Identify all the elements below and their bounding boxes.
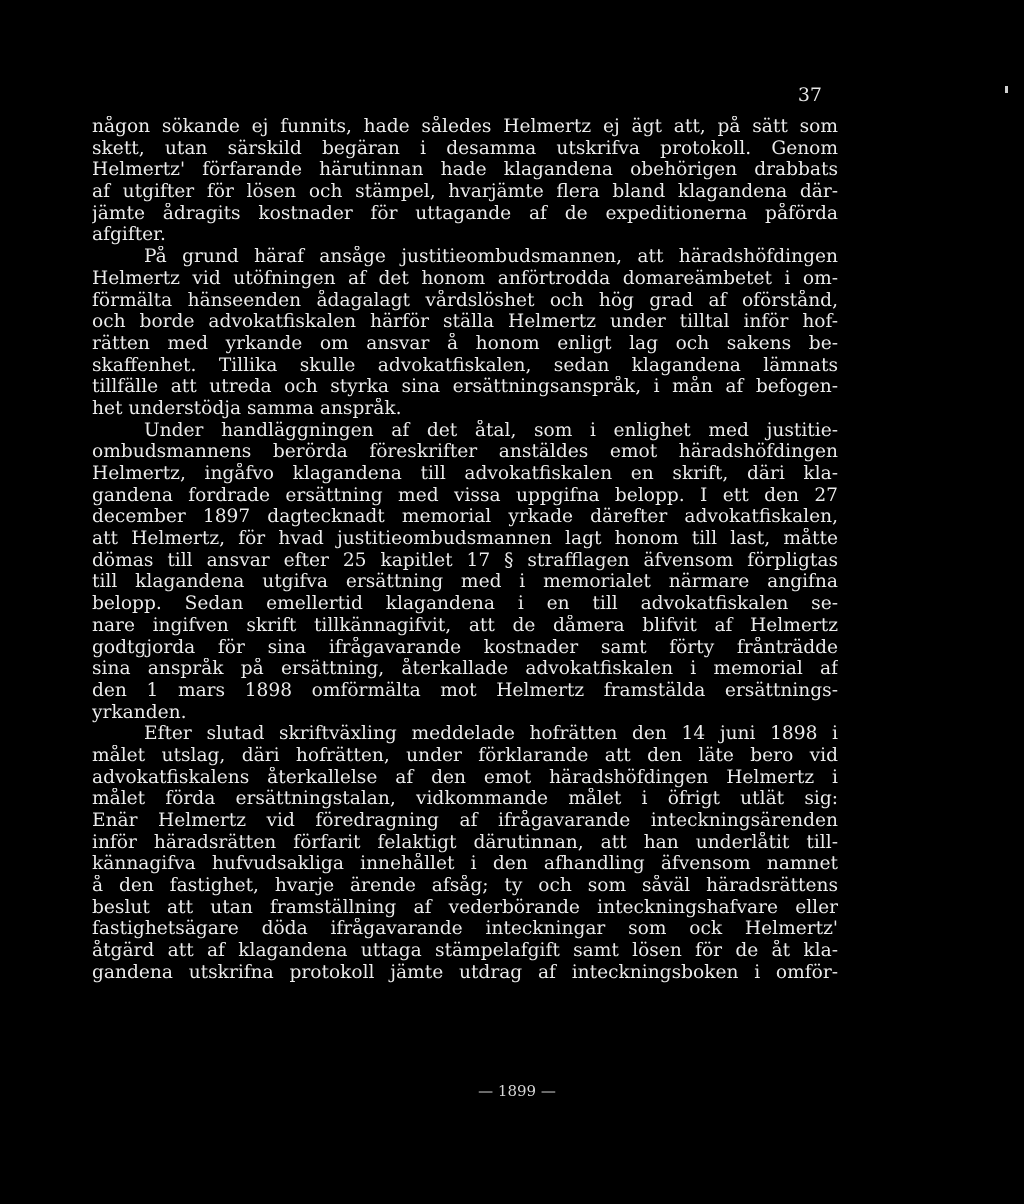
text-line: gandena utskrifna protokoll jämte utdrag af inteckningsboken i omför- xyxy=(92,961,838,983)
text-line: godtgjorda för sina ifrågavarande kostnader samt förty frånträdde xyxy=(92,636,838,658)
text-line: rätten med yrkande om ansvar å honom enligt lag och sakens be- xyxy=(92,332,838,354)
text-line: Efter slutad skriftväxling meddelade hofrätten den 14 juni 1898 i xyxy=(144,723,838,745)
text-line: den 1 mars 1898 omförmälta mot Helmertz framstälda ersättnings- xyxy=(92,679,838,701)
text-line: skaffenhet. Tillika skulle advokatfiskalen, sedan klagandena lämnats xyxy=(92,354,838,376)
text-line: fastighetsägare döda ifrågavarande inteckningar som ock Helmertz' xyxy=(92,918,838,940)
text-line: gandena fordrade ersättning med vissa uppgifna belopp. I ett den 27 xyxy=(92,484,838,506)
text-line: förmälta hänseenden ådagalagt vårdslöshet och hög grad af oförstånd, xyxy=(92,289,838,311)
page-footer: — 1899 — xyxy=(478,1082,556,1100)
page-number: 37 xyxy=(797,84,822,106)
text-line: Helmertz vid utöfningen af det honom anförtrodda domareämbetet i om- xyxy=(92,267,838,289)
text-line: målet utslag, däri hofrätten, under förklarande att den läte bero vid xyxy=(92,744,838,766)
text-line: nare ingifven skrift tillkännagifvit, att de dåmera blifvit af Helmertz xyxy=(92,614,838,636)
text-line: yrkanden. xyxy=(92,701,187,723)
text-line: kännagifva hufvudsakliga innehållet i den afhandling äfvensom namnet xyxy=(92,853,838,875)
text-line: belopp. Sedan emellertid klagandena i en till advokatfiskalen se- xyxy=(92,593,838,615)
text-line: het understödja samma anspråk. xyxy=(92,397,402,419)
text-line: tillfälle att utreda och styrka sina ersättningsanspråk, i mån af befogen- xyxy=(92,376,838,398)
text-line: På grund häraf ansåge justitieombudsmannen, att häradshöfdingen xyxy=(144,246,838,268)
text-line: skett, utan särskild begäran i desamma utskrifva protokoll. Genom xyxy=(92,137,838,159)
text-line: å den fastighet, hvarje ärende afsåg; ty och som såväl häradsrättens xyxy=(92,875,838,897)
text-line: målet förda ersättningstalan, vidkommande målet i öfrigt utlät sig: xyxy=(92,788,838,810)
text-line: Enär Helmertz vid föredragning af ifrågavarande inteckningsärenden xyxy=(92,810,838,831)
text-line: till klagandena utgifva ersättning med i memorialet närmare angifna xyxy=(92,571,838,593)
text-line: Under handläggningen af det åtal, som i enlighet med justitie- xyxy=(144,419,838,441)
text-line: och borde advokatfiskalen härför ställa Helmertz under tilltal inför hof- xyxy=(92,311,838,333)
text-line: Helmertz, ingåfvo klagandena till advokatfiskalen en skrift, däri kla- xyxy=(92,463,838,484)
scan-speck xyxy=(1005,86,1008,93)
text-line: afgifter. xyxy=(92,224,166,246)
text-line: ombudsmannens berörda föreskrifter anstäldes emot häradshöfdingen xyxy=(92,441,838,463)
text-line: Helmertz' förfarande härutinnan hade klagandena obehörigen drabbats xyxy=(92,159,838,181)
text-line: åtgärd att af klagandena uttaga stämpelafgift samt lösen för de åt kla- xyxy=(92,940,838,962)
text-line: någon sökande ej funnits, hade således Helmertz ej ägt att, på sätt som xyxy=(92,116,838,137)
text-line: inför häradsrätten förfarit felaktigt därutinnan, att han underlåtit till- xyxy=(92,831,838,853)
text-line: af utgifter för lösen och stämpel, hvarjämte flera bland klagandena där- xyxy=(92,181,838,203)
text-line: dömas till ansvar efter 25 kapitlet 17 § strafflagen äfvensom förpligtas xyxy=(92,549,838,571)
text-line: sina anspråk på ersättning, återkallade advokatfiskalen i memorial af xyxy=(92,658,838,680)
body-text xyxy=(92,116,838,984)
text-line: advokatfiskalens återkallelse af den emot häradshöfdingen Helmertz i xyxy=(92,766,838,788)
text-line: beslut att utan framställning af vederbörande inteckningshafvare eller xyxy=(92,896,838,918)
text-line: jämte ådragits kostnader för uttagande af de expeditionerna påförda xyxy=(92,202,838,224)
text-line: att Helmertz, för hvad justitieombudsmannen lagt honom till last, måtte xyxy=(92,528,838,550)
text-line: december 1897 dagtecknadt memorial yrkade därefter advokatfiskalen, xyxy=(92,506,838,528)
